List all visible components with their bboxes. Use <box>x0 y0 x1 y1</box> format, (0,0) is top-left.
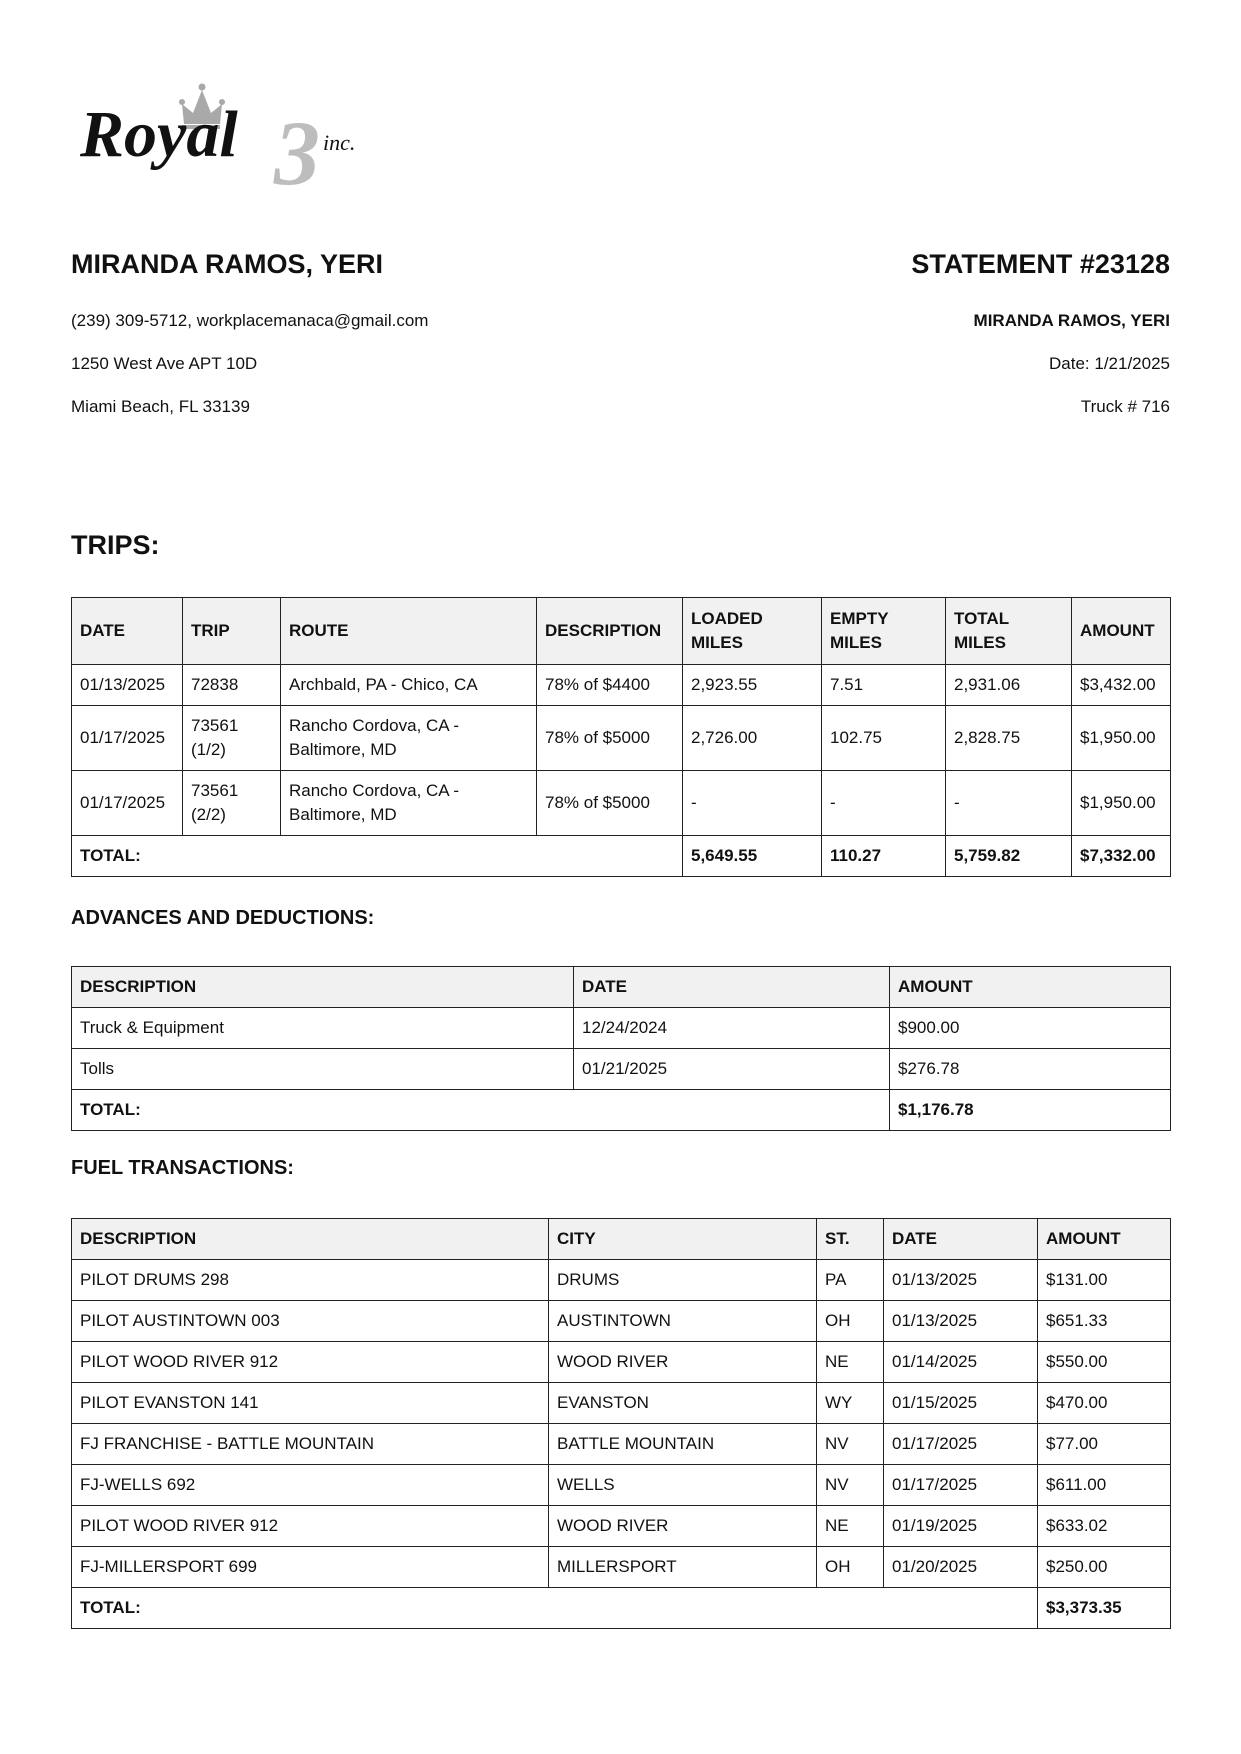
trips-total-label: TOTAL: <box>72 836 683 877</box>
fuel-date: 01/20/2025 <box>884 1547 1038 1588</box>
fuel-amount: $470.00 <box>1038 1383 1171 1424</box>
col-header-state: ST. <box>817 1219 884 1260</box>
advances-total-amount: $1,176.78 <box>890 1090 1171 1131</box>
employee-info <box>71 248 631 416</box>
statement-name: MIRANDA RAMOS, YERI <box>973 311 1170 330</box>
trip-amount: $1,950.00 <box>1072 706 1171 771</box>
fuel-city: MILLERSPORT <box>549 1547 817 1588</box>
trip-number: 73561 (1/2) <box>183 706 281 771</box>
fuel-date: 01/17/2025 <box>884 1424 1038 1465</box>
fuel-state: NE <box>817 1506 884 1547</box>
fuel-header-row <box>72 1219 1171 1260</box>
trips-section-title: TRIPS: <box>71 530 160 560</box>
advance-description: Tolls <box>72 1049 574 1090</box>
fuel-date: 01/17/2025 <box>884 1465 1038 1506</box>
fuel-state: NV <box>817 1424 884 1465</box>
trip-empty-miles: 102.75 <box>822 706 946 771</box>
advances-header-row <box>72 967 1171 1008</box>
fuel-date: 01/13/2025 <box>884 1301 1038 1342</box>
table-row <box>72 706 1171 771</box>
fuel-city: AUSTINTOWN <box>549 1301 817 1342</box>
trip-total-miles: - <box>946 771 1072 836</box>
fuel-date: 01/13/2025 <box>884 1260 1038 1301</box>
fuel-state: OH <box>817 1547 884 1588</box>
trip-description: 78% of $4400 <box>537 665 683 706</box>
advance-amount: $900.00 <box>890 1008 1171 1049</box>
table-row <box>72 1547 1171 1588</box>
table-row <box>72 1049 1171 1090</box>
fuel-date: 01/14/2025 <box>884 1342 1038 1383</box>
advances-total-label: TOTAL: <box>72 1090 890 1131</box>
fuel-description: PILOT EVANSTON 141 <box>72 1383 549 1424</box>
logo-suffix: inc. <box>323 130 356 155</box>
trip-route: Rancho Cordova, CA - Baltimore, MD <box>281 771 537 836</box>
advance-description: Truck & Equipment <box>72 1008 574 1049</box>
col-header-loaded-miles: LOADED MILES <box>683 598 822 665</box>
fuel-date: 01/15/2025 <box>884 1383 1038 1424</box>
table-row <box>72 1506 1171 1547</box>
fuel-date: 01/19/2025 <box>884 1506 1038 1547</box>
fuel-state: PA <box>817 1260 884 1301</box>
trip-amount: $3,432.00 <box>1072 665 1171 706</box>
col-header-empty-miles: EMPTY MILES <box>822 598 946 665</box>
statement-date: Date: 1/21/2025 <box>1049 354 1170 373</box>
statement-title: STATEMENT #23128 <box>911 249 1170 279</box>
fuel-description: FJ-MILLERSPORT 699 <box>72 1547 549 1588</box>
fuel-city: DRUMS <box>549 1260 817 1301</box>
col-header-amount: AMOUNT <box>1038 1219 1171 1260</box>
fuel-description: PILOT AUSTINTOWN 003 <box>72 1301 549 1342</box>
table-row <box>72 771 1171 836</box>
trip-route: Archbald, PA - Chico, CA <box>281 665 537 706</box>
col-header-amount: AMOUNT <box>1072 598 1171 665</box>
trip-number: 72838 <box>183 665 281 706</box>
advances-table <box>71 966 1171 1131</box>
table-row <box>72 1342 1171 1383</box>
statement-info <box>610 248 1170 416</box>
fuel-amount: $550.00 <box>1038 1342 1171 1383</box>
table-row <box>72 1465 1171 1506</box>
advances-total-row <box>72 1090 1171 1131</box>
table-row <box>72 1301 1171 1342</box>
fuel-city: BATTLE MOUNTAIN <box>549 1424 817 1465</box>
trip-description: 78% of $5000 <box>537 706 683 771</box>
fuel-amount: $651.33 <box>1038 1301 1171 1342</box>
trips-total-amount: $7,332.00 <box>1072 836 1171 877</box>
col-header-amount: AMOUNT <box>890 967 1171 1008</box>
fuel-city: WOOD RIVER <box>549 1506 817 1547</box>
fuel-city: EVANSTON <box>549 1383 817 1424</box>
col-header-date: DATE <box>72 598 183 665</box>
fuel-amount: $131.00 <box>1038 1260 1171 1301</box>
truck-number: Truck # 716 <box>1080 397 1170 416</box>
col-header-total-miles: TOTAL MILES <box>946 598 1072 665</box>
trip-total-miles: 2,828.75 <box>946 706 1072 771</box>
fuel-amount: $611.00 <box>1038 1465 1171 1506</box>
col-header-date: DATE <box>884 1219 1038 1260</box>
fuel-table <box>71 1218 1171 1629</box>
trip-number: 73561 (2/2) <box>183 771 281 836</box>
trip-amount: $1,950.00 <box>1072 771 1171 836</box>
trips-total-empty-miles: 110.27 <box>822 836 946 877</box>
fuel-state: NE <box>817 1342 884 1383</box>
advances-section-title: ADVANCES AND DEDUCTIONS: <box>71 907 375 929</box>
fuel-amount: $77.00 <box>1038 1424 1171 1465</box>
fuel-city: WOOD RIVER <box>549 1342 817 1383</box>
advance-date: 12/24/2024 <box>574 1008 890 1049</box>
trip-loaded-miles: 2,726.00 <box>683 706 822 771</box>
fuel-state: WY <box>817 1383 884 1424</box>
logo-wordmark: Royal <box>80 98 238 171</box>
trip-empty-miles: - <box>822 771 946 836</box>
col-header-route: ROUTE <box>281 598 537 665</box>
col-header-trip: TRIP <box>183 598 281 665</box>
table-row <box>72 1260 1171 1301</box>
fuel-rows <box>72 1260 1171 1629</box>
fuel-description: FJ-WELLS 692 <box>72 1465 549 1506</box>
trips-total-loaded-miles: 5,649.55 <box>683 836 822 877</box>
table-row <box>72 1008 1171 1049</box>
trip-description: 78% of $5000 <box>537 771 683 836</box>
trip-loaded-miles: - <box>683 771 822 836</box>
trip-route: Rancho Cordova, CA - Baltimore, MD <box>281 706 537 771</box>
table-row <box>72 1424 1171 1465</box>
trip-empty-miles: 7.51 <box>822 665 946 706</box>
company-logo <box>76 78 386 190</box>
col-header-description: DESCRIPTION <box>72 967 574 1008</box>
trips-total-row <box>72 836 1171 877</box>
trip-loaded-miles: 2,923.55 <box>683 665 822 706</box>
trips-table <box>71 597 1171 877</box>
logo-numeral: 3 <box>274 102 320 190</box>
employee-name: MIRANDA RAMOS, YERI <box>71 249 384 279</box>
fuel-section-title: FUEL TRANSACTIONS: <box>71 1157 294 1179</box>
fuel-state: NV <box>817 1465 884 1506</box>
table-row <box>72 1383 1171 1424</box>
col-header-city: CITY <box>549 1219 817 1260</box>
advance-amount: $276.78 <box>890 1049 1171 1090</box>
col-header-date: DATE <box>574 967 890 1008</box>
trips-header-row <box>72 598 1171 665</box>
trip-total-miles: 2,931.06 <box>946 665 1072 706</box>
fuel-total-label: TOTAL: <box>72 1588 1038 1629</box>
fuel-city: WELLS <box>549 1465 817 1506</box>
fuel-description: PILOT DRUMS 298 <box>72 1260 549 1301</box>
trip-date: 01/13/2025 <box>72 665 183 706</box>
col-header-description: DESCRIPTION <box>72 1219 549 1260</box>
trip-date: 01/17/2025 <box>72 706 183 771</box>
trips-total-miles: 5,759.82 <box>946 836 1072 877</box>
fuel-amount: $633.02 <box>1038 1506 1171 1547</box>
employee-address-line2: Miami Beach, FL 33139 <box>71 397 250 416</box>
fuel-description: FJ FRANCHISE - BATTLE MOUNTAIN <box>72 1424 549 1465</box>
fuel-amount: $250.00 <box>1038 1547 1171 1588</box>
fuel-total-row <box>72 1588 1171 1629</box>
fuel-total-amount: $3,373.35 <box>1038 1588 1171 1629</box>
advance-date: 01/21/2025 <box>574 1049 890 1090</box>
fuel-state: OH <box>817 1301 884 1342</box>
table-row <box>72 665 1171 706</box>
employee-address-line1: 1250 West Ave APT 10D <box>71 354 258 373</box>
fuel-description: PILOT WOOD RIVER 912 <box>72 1342 549 1383</box>
employee-contact: (239) 309-5712, workplacemanaca@gmail.com <box>71 311 429 330</box>
col-header-description: DESCRIPTION <box>537 598 683 665</box>
fuel-description: PILOT WOOD RIVER 912 <box>72 1506 549 1547</box>
trip-date: 01/17/2025 <box>72 771 183 836</box>
